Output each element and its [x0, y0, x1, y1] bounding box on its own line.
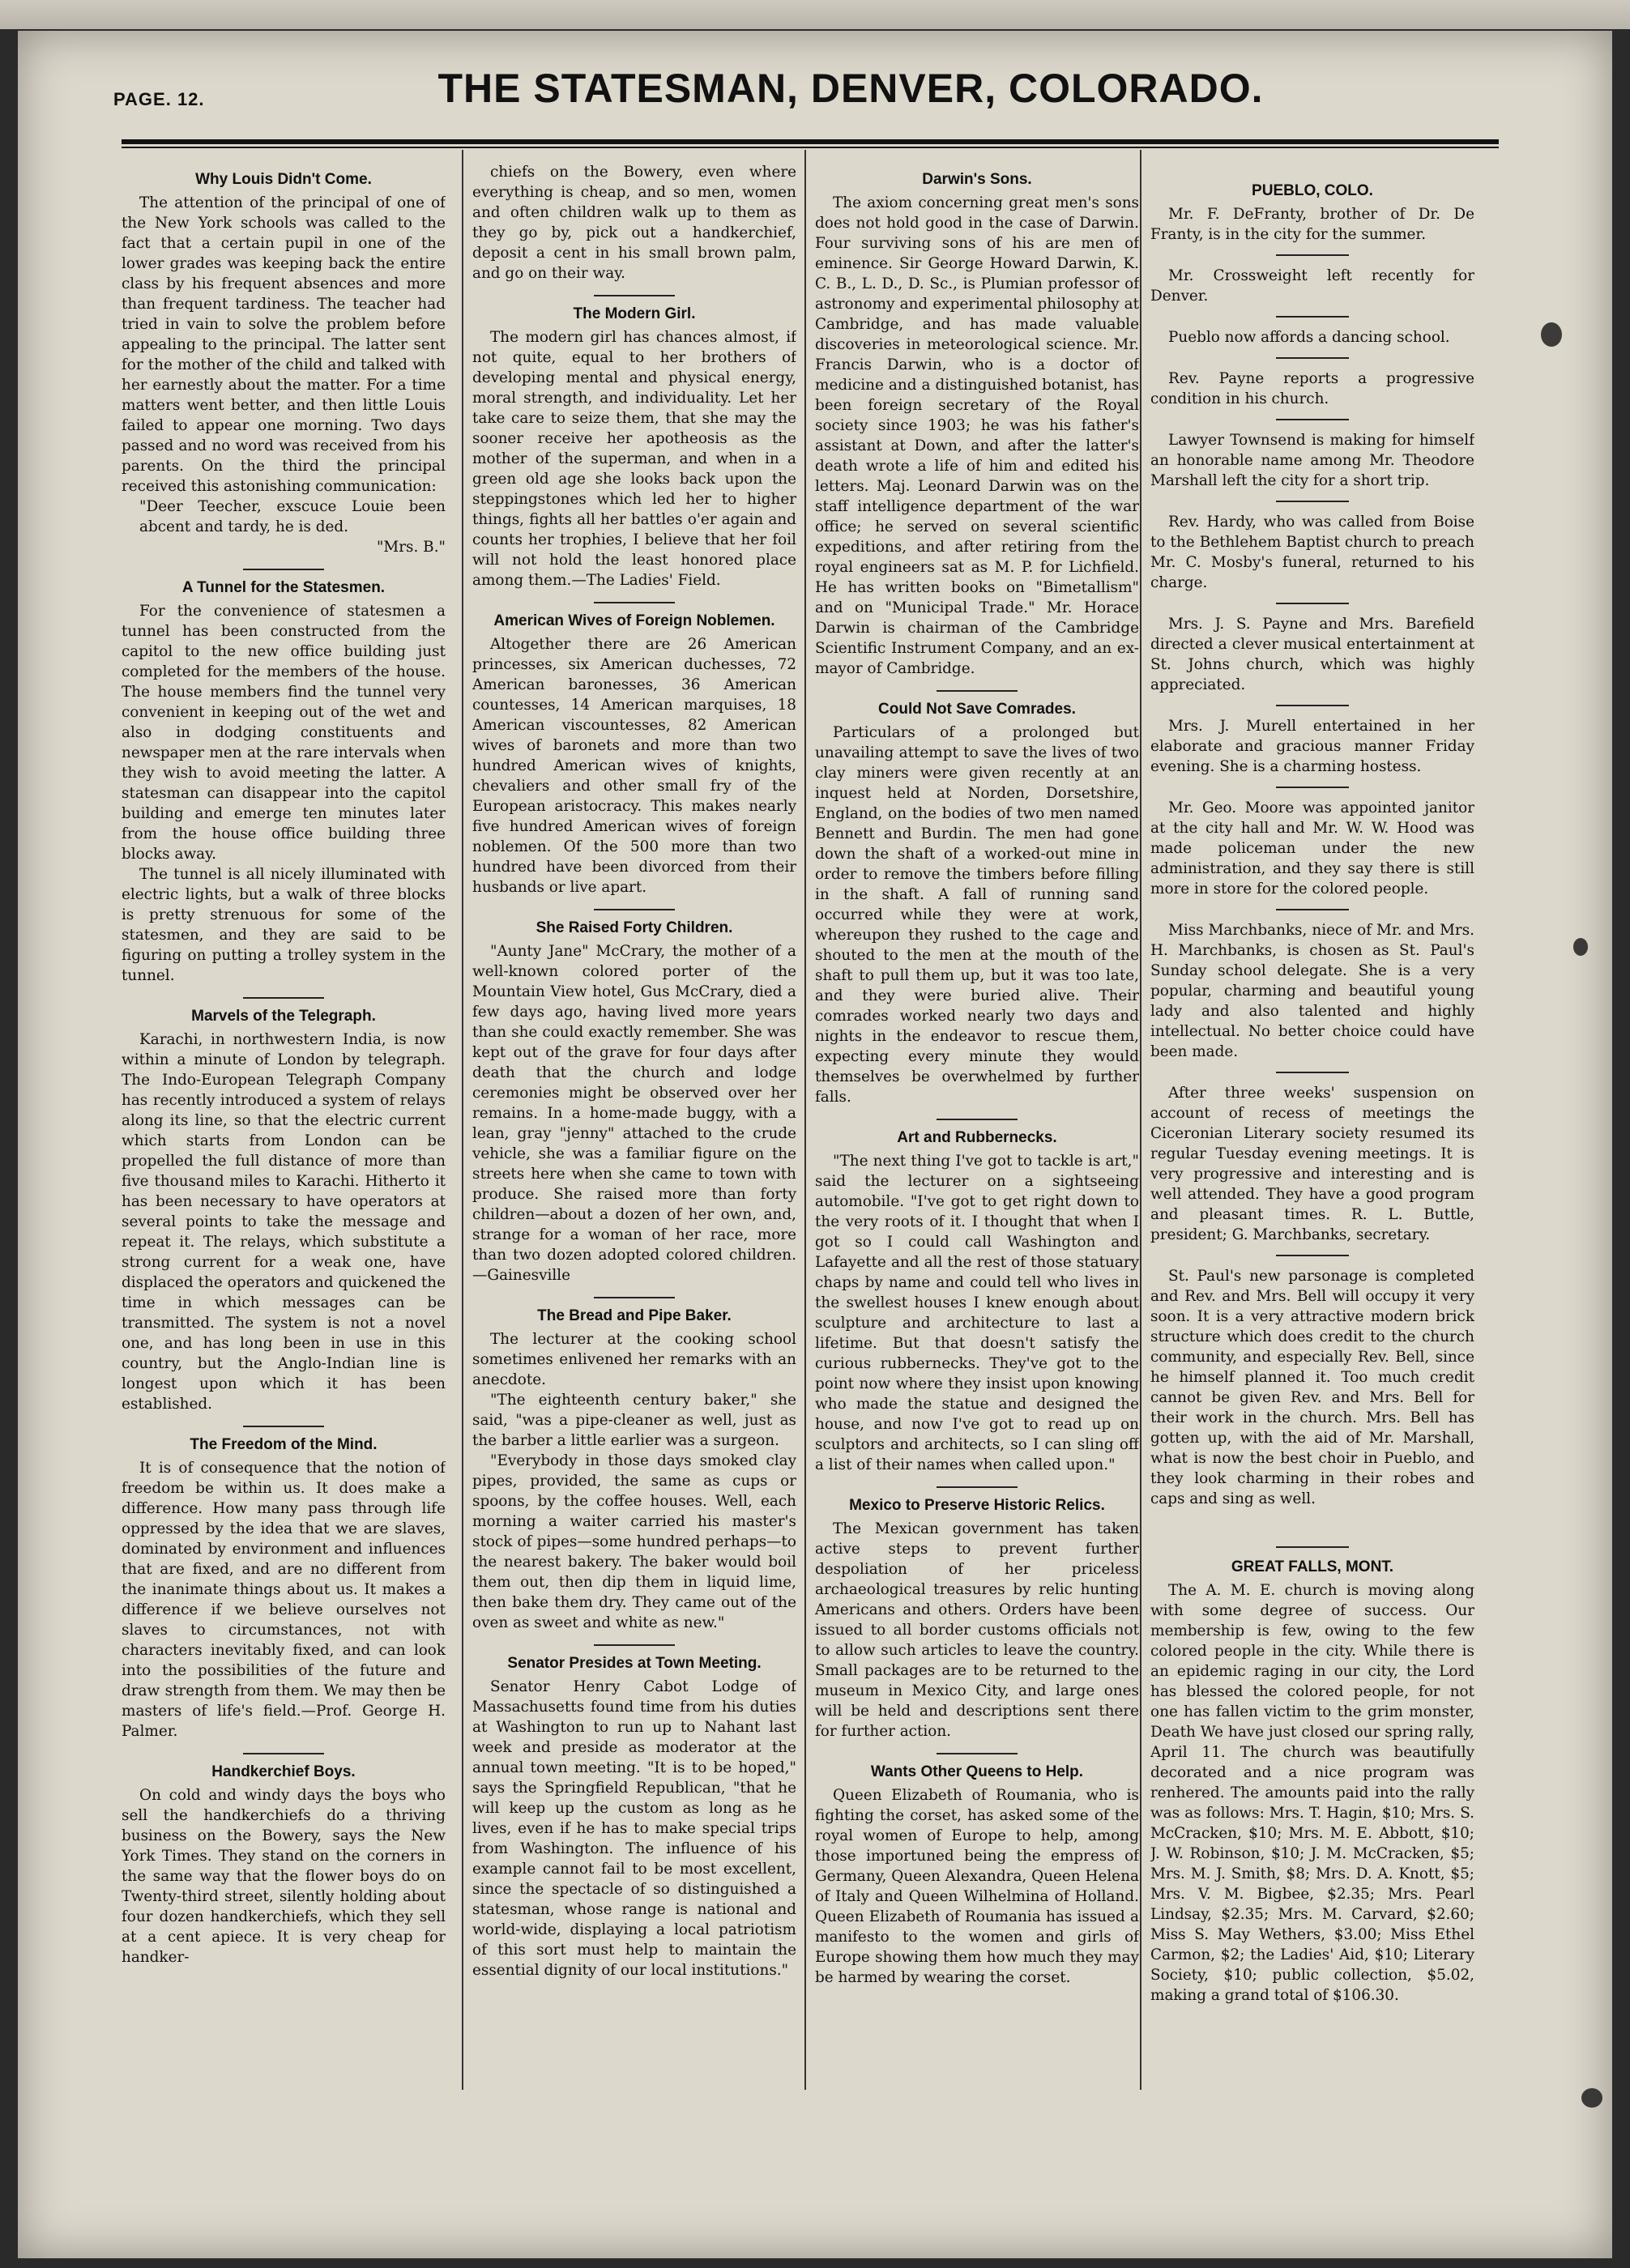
article — [815, 170, 1139, 679]
item-separator — [1276, 603, 1349, 604]
item-separator — [1276, 705, 1349, 706]
article-paragraph: On cold and windy days the boys who sell the handkerchiefs do a thriving business on the Bowery, says the New York Times. They stand on the corners in the same way that the flower boys do on Twenty-third street, silently holding about four dozen handkerchiefs, which they sell at a cent apiece. It is very cheap for handker- — [122, 1787, 446, 1966]
article-headline: Handkerchief Boys. — [211, 1763, 356, 1780]
article-headline: Art and Rubbernecks. — [897, 1129, 1057, 1146]
article-paragraph: "Everybody in those days smoked clay pipes, provided, the same as cups or spoons, by the coffee houses. Well, each morning a waiter carried his master's stock of pipes—some hundred perhaps—to the nearest bakery. The baker would boil them out, then dip them in liquid lime, then bake them dry. They came out of the oven as sweet and white as new." — [472, 1452, 796, 1631]
page-number: PAGE. 12. — [113, 89, 205, 109]
article-paragraph: Queen Elizabeth of Roumania, who is fighting the corset, has asked some of the royal women of Europe to help, among those importuned being the empress of Germany, Queen Alexandra, Queen Helena of Italy and Queen Wilhelmina of Holland. Queen Elizabeth of Roumania has issued a manifesto to the women and girls of Europe showing them how much they may be harmed by wearing the corset. — [815, 1787, 1139, 1986]
article-separator — [594, 909, 675, 910]
column-1 — [122, 162, 446, 2090]
column-divider — [804, 150, 806, 2090]
news-item: Rev. Payne reports a progressive condition in his church. — [1150, 370, 1474, 407]
article-separator — [594, 602, 675, 603]
article — [472, 305, 796, 590]
article-paragraph: The attention of the principal of one of the New York schools was called to the fact that a certain pupil in one of the lower grades was keeping back the entire class by his frequent absences and more than frequent tardiness. The teacher had tried in vain to solve the problem before appealing to the principal. The latter sent for the mother of the child and talked with her earnestly about the matter. For a time matters went better, and then little Louis failed to appear one morning. Two days passed and no word was received from his parents. On the third the principal received this astonishing communication: — [122, 194, 446, 495]
ink-blot — [1573, 938, 1588, 956]
article-paragraph: "The eighteenth century baker," she said, "was a pipe-cleaner as well, just as the barber a little earlier was a surgeon. — [472, 1392, 796, 1449]
article-headline: American Wives of Foreign Noblemen. — [493, 612, 775, 629]
article-headline: A Tunnel for the Statesmen. — [181, 579, 386, 596]
article — [472, 1307, 796, 1633]
article-headline: Marvels of the Telegraph. — [191, 1008, 376, 1025]
column-3 — [815, 162, 1139, 2090]
article-headline: Senator Presides at Town Meeting. — [507, 1655, 762, 1672]
article-paragraph: For the convenience of statesmen a tunnel has been constructed from the capitol to the new office building just completed for the members of the house. The house members find the tunnel very convenient in keeping out of the wet and also in dodging constituents and newspaper men at the rare intervals when they wish to avoid meeting the latter. A statesman can disappear into the capitol building and emerge ten minutes later from the house office building three blocks away. — [122, 603, 446, 863]
column-4 — [1150, 162, 1474, 2090]
section-heading-great-falls: GREAT FALLS, MONT. — [1231, 1558, 1394, 1575]
article-paragraph: Senator Henry Cabot Lodge of Massachusetts found time from his duties at Washington to run up to Nahant last week and preside as moderator at the annual town meeting. "It is to be hoped," says the Springfield Republican, "that he will keep up the custom as long as he lives, even if he has to make special trips from Washington. The influence of his example cannot fail to be most excellent, since the spectacle of so distinguished a statesman, whose range is national and world-wide, displaying a local patriotism of this sort must help to maintain the essential dignity of our local institutions." — [472, 1678, 796, 1979]
article-separator — [594, 1297, 675, 1298]
ink-blot — [1541, 322, 1562, 347]
news-item: Rev. Hardy, who was called from Boise to the Bethlehem Baptist church to preach Mr. C. Mosby's funeral, returned to his charge. — [1150, 514, 1474, 591]
item-separator — [1276, 254, 1349, 256]
article — [122, 1763, 446, 1967]
newspaper-title: THE STATESMAN, DENVER, COLORADO. — [437, 66, 1264, 111]
article-signature: "Mrs. B." — [376, 539, 446, 556]
masthead-rule-thin — [122, 147, 1499, 148]
article-separator — [243, 997, 324, 999]
article — [815, 700, 1139, 1107]
article-paragraph: The modern girl has chances almost, if not quite, equal to her brothers of developing mental and physical energy, moral strength, and individuality. Let her take care to seize them, that she may the sooner receive her apotheosis as the mother of the superman, and when in a green old age she looks back upon the steppingstones which led her to higher things, fights all her battles o'er again and counts her trophies, I believe that her foil will not hold the least honored place among them.—The Ladies' Field. — [472, 329, 796, 589]
article — [122, 1435, 446, 1742]
article-separator — [937, 1119, 1018, 1120]
article-separator — [243, 1753, 324, 1754]
section-spacer — [1150, 1512, 1474, 1537]
article-separator — [594, 1644, 675, 1646]
article-separator — [243, 569, 324, 570]
article-separator — [594, 295, 675, 296]
article-paragraph: The tunnel is all nicely illuminated with electric lights, but a walk of three blocks is pretty strenuous for some of the statesmen, and they are said to be figuring on putting a trolley system in the tunnel. — [122, 866, 446, 984]
ink-blot — [1581, 2088, 1602, 2108]
column-divider — [1140, 150, 1141, 2090]
article — [815, 1496, 1139, 1742]
article-headline: She Raised Forty Children. — [536, 919, 733, 936]
article-separator — [937, 690, 1018, 692]
news-item: Mr. Crossweight left recently for Denver. — [1150, 267, 1474, 305]
news-item: Mrs. J. S. Payne and Mrs. Barefield directed a clever musical entertainment at St. Johns church, which was highly appreciated. — [1150, 616, 1474, 693]
masthead — [113, 65, 1507, 130]
article-paragraph: chiefs on the Bowery, even where everything is cheap, and so men, women and often children walk up to them as they go by, pick out a handkerchief, deposit a cent in his small brown palm, and go on their way. — [472, 164, 796, 282]
item-separator — [1276, 357, 1349, 359]
news-item: Pueblo now affords a dancing school. — [1168, 329, 1450, 346]
news-item: Mr. Geo. Moore was appointed janitor at the city hall and Mr. W. W. Hood was made policeman under the new administration, and they say there is still more in store for the colored people. — [1150, 799, 1474, 897]
article-headline: The Bread and Pipe Baker. — [537, 1307, 732, 1324]
article-paragraph: "The next thing I've got to tackle is art," said the lecturer on a sightseeing automobile. "I've got to get right down to the very roots of it. I thought that when I got so I could call Washington and Lafayette and all the rest of those statuary chaps by name and could tell who lives in the swellest houses I knew enough about sculpture and architecture to last a lifetime. But that doesn't satisfy the curious rubbernecks. They've got to the point now where they insist upon knowing who made the statue and designed the house, and now I've got to read up on sculptors and architects, so I can sling off a list of their names when called upon." — [815, 1153, 1139, 1473]
article — [472, 1654, 796, 1980]
article — [122, 578, 446, 986]
news-item: After three weeks' suspension on account of recess of meetings the Ciceronian Literary society resumed its regular Tuesday evening meetings. It is very progressive and interesting and is well attended. They have a good program and pleasant times. R. L. Buttle, president; G. Marchbanks, secretary. — [1150, 1085, 1474, 1243]
article-paragraph: The Mexican government has taken active steps to prevent further despoliation of her priceless archaeological treasures by relic hunting Americans and others. Orders have been issued to all border customs officials not to allow such articles to leave the country. Small packages are to be returned to the museum in Mexico City, and large ones will be held and descriptions sent there for further action. — [815, 1520, 1139, 1740]
article-note: "Deer Teecher, exscuce Louie been abcent and tardy, he is ded. — [139, 498, 446, 535]
article-paragraph: Altogether there are 26 American princesses, six American duchesses, 72 American baronesses, 36 American countesses, 14 American marquises, 18 American viscountesses, 82 American wives of baronets and more than two hundred American wives of knights, chevaliers and other small fry of the European aristocracy. This makes nearly five hundred American wives of foreign noblemen. Of the 500 more than two hundred have been divorced from their husbands or live apart. — [472, 636, 796, 896]
item-separator — [1276, 909, 1349, 910]
item-separator — [1276, 501, 1349, 502]
news-item: The A. M. E. church is moving along with some degree of success. Our membership is few, owing to the few colored people in the city. While there is an epidemic raging in our city, the Lord has blessed the colored people, for not one has fallen victim to the grim monster, Death We have just closed our spring rally, April 11. The church was beautifully decorated and a nice program was renhered. The amounts paid into the rally was as follows: Mrs. T. Hagin, $10; Mrs. S. McCracken, $10; Mrs. M. E. Abbott, $10; J. W. Robinson, $10; J. M. McCracken, $5; Mrs. M. J. Smith, $8; Mrs. D. A. Knott, $5; Mrs. V. M. Bigbee, $2.35; Mrs. Pearl Lindsay, $2.35; Mrs. M. Carvard, $2.60; Miss S. May Wethers, $3.00; Miss Ethel Carmon, $2; the Ladies' Aid, $10; Literary Society, $10; public collection, $5.02, making a grand total of $106.30. — [1150, 1582, 1474, 2004]
article — [122, 1007, 446, 1414]
article-headline: Darwin's Sons. — [922, 171, 1032, 188]
item-separator — [1276, 1072, 1349, 1073]
article-headline: The Modern Girl. — [573, 305, 696, 322]
article-paragraph: The lecturer at the cooking school sometimes enlivened her remarks with an anecdote. — [472, 1331, 796, 1388]
news-item: Lawyer Townsend is making for himself an honorable name among Mr. Theodore Marshall left the city for a short trip. — [1150, 432, 1474, 489]
section-separator — [1276, 1546, 1349, 1548]
article-separator — [937, 1753, 1018, 1754]
article — [122, 170, 446, 557]
article — [472, 612, 796, 897]
item-separator — [1276, 787, 1349, 788]
article-paragraph: Particulars of a prolonged but unavailing attempt to save the lives of two clay miners were given recently at an inquest held at Norden, Dorsetshire, England, on the bodies of two men named Bennett and Burdin. The men had gone down the shaft of a worked-out mine in order to remove the timbers before filling in the shaft. A fall of running sand occurred while they were at work, whereupon they rushed to the cage and shouted to the men at the mouth of the shaft to pull them up, but it was too late, and they were buried alive. Their comrades worked nearly two days and nights in the endeavor to rescue them, expecting every minute they would themselves be overwhelmed by further falls. — [815, 724, 1139, 1106]
article-separator — [937, 1486, 1018, 1488]
article-headline: Could Not Save Comrades. — [878, 701, 1076, 718]
item-separator — [1276, 316, 1349, 318]
article — [472, 919, 796, 1285]
article-paragraph: The axiom concerning great men's sons does not hold good in the case of Darwin. Four surviving sons of his are men of eminence. Sir George Howard Darwin, K. C. B., L. D., D. Sc., is Plumian professor of astronomy and experimental philosophy at Cambridge, and has made valuable discoveries in meteorological science. Mr. Francis Darwin, who is a doctor of medicine and a distinguished botanist, has been foreign secretary of the Royal society since 1903; he was his father's assistant at Down, and after the latter's death wrote a life of him and edited his letters. Maj. Leonard Darwin was on the staff intelligence department of the war office; he served on several scientific expeditions, and after retiring from the royal engineers sat as M. P. for Lichfield. He has written books on "Bimetallism" and on "Municipal Trade." Mr. Horace Darwin is chairman of the Cambridge Scientific Instrument Company, and an ex-mayor of Cambridge. — [815, 194, 1139, 677]
article-paragraph: Karachi, in northwestern India, is now within a minute of London by telegraph. The Indo-European Telegraph Company has recently introduced a system of relays along its line, so that the electric current which starts from London can be propelled the full distance of more than five thousand miles to Karachi. Hitherto it has been necessary to have operators at several points to take the message and repeat it. The relays, which substitute a strong current for a weak one, have displaced the operators and quickened the time in which messages can be transmitted. The system is not a novel one, and has long been in use in this country, but the Anglo-Indian line is longest upon which it has been established. — [122, 1031, 446, 1413]
article-headline: Wants Other Queens to Help. — [870, 1763, 1084, 1780]
section-heading-pueblo: PUEBLO, COLO. — [1252, 182, 1373, 199]
news-item: St. Paul's new parsonage is completed and Rev. and Mrs. Bell will occupy it very soon. It is a very attractive modern brick structure which does credit to the church community, and especially Rev. Bell, since he himself planned it. Too much credit cannot be given Rev. and Mrs. Bell for their work in the church. Mrs. Bell has gotten up, with the aid of Mr. Marshall, what is now the best choir in Pueblo, and they look charming in their robes and caps and sing as well. — [1150, 1268, 1474, 1507]
article-headline: The Freedom of the Mind. — [190, 1436, 378, 1453]
page-top-strip — [0, 0, 1630, 29]
article — [815, 1128, 1139, 1475]
news-item: Miss Marchbanks, niece of Mr. and Mrs. H. Marchbanks, is chosen as St. Paul's Sunday school delegate. She is a very popular, charming and beautiful young lady and also talented and highly intellectual. No better choice could have been made. — [1150, 922, 1474, 1060]
article-paragraph: "Aunty Jane" McCrary, the mother of a well-known colored porter of the Mountain View hotel, Gus McCrary, died a few days ago, having lived more years than she could exactly remember. She was kept out of the grave for four days after death that the church and lodge ceremonies might be observed over her remains. In a home-made buggy, with a lean, gray "jenny" attached to the crude vehicle, she was a familiar figure on the streets here when she came to town with produce. She raised more than forty children—about a dozen of her own, and, strange for a woman of her race, more than two dozen adopted colored children.—Gainesville — [472, 943, 796, 1284]
item-separator — [1276, 1255, 1349, 1256]
article-headline: Mexico to Preserve Historic Relics. — [849, 1497, 1105, 1514]
news-item: Mr. F. DeFranty, brother of Dr. De Franty, is in the city for the summer. — [1150, 206, 1474, 243]
column-2 — [472, 162, 796, 2090]
article-paragraph: It is of consequence that the notion of freedom be within us. It does make a difference. How many pass through life oppressed by the idea that we are slaves, dominated by environment and influences that are fixed, and are no different from the inanimate things about us. It makes a difference if we believe ourselves not slaves to circumstances, not with characters inevitably fixed, and can look into the possibilities of the future and draw strength from them. We may then be masters of life's field.—Prof. George H. Palmer. — [122, 1460, 446, 1740]
news-item: Mrs. J. Murell entertained in her elaborate and gracious manner Friday evening. She is a charming hostess. — [1150, 718, 1474, 775]
article — [815, 1763, 1139, 1988]
item-separator — [1276, 419, 1349, 420]
masthead-rule — [122, 139, 1499, 144]
article-separator — [243, 1426, 324, 1427]
column-divider — [462, 150, 463, 2090]
article-headline: Why Louis Didn't Come. — [195, 171, 372, 188]
article — [472, 162, 796, 284]
